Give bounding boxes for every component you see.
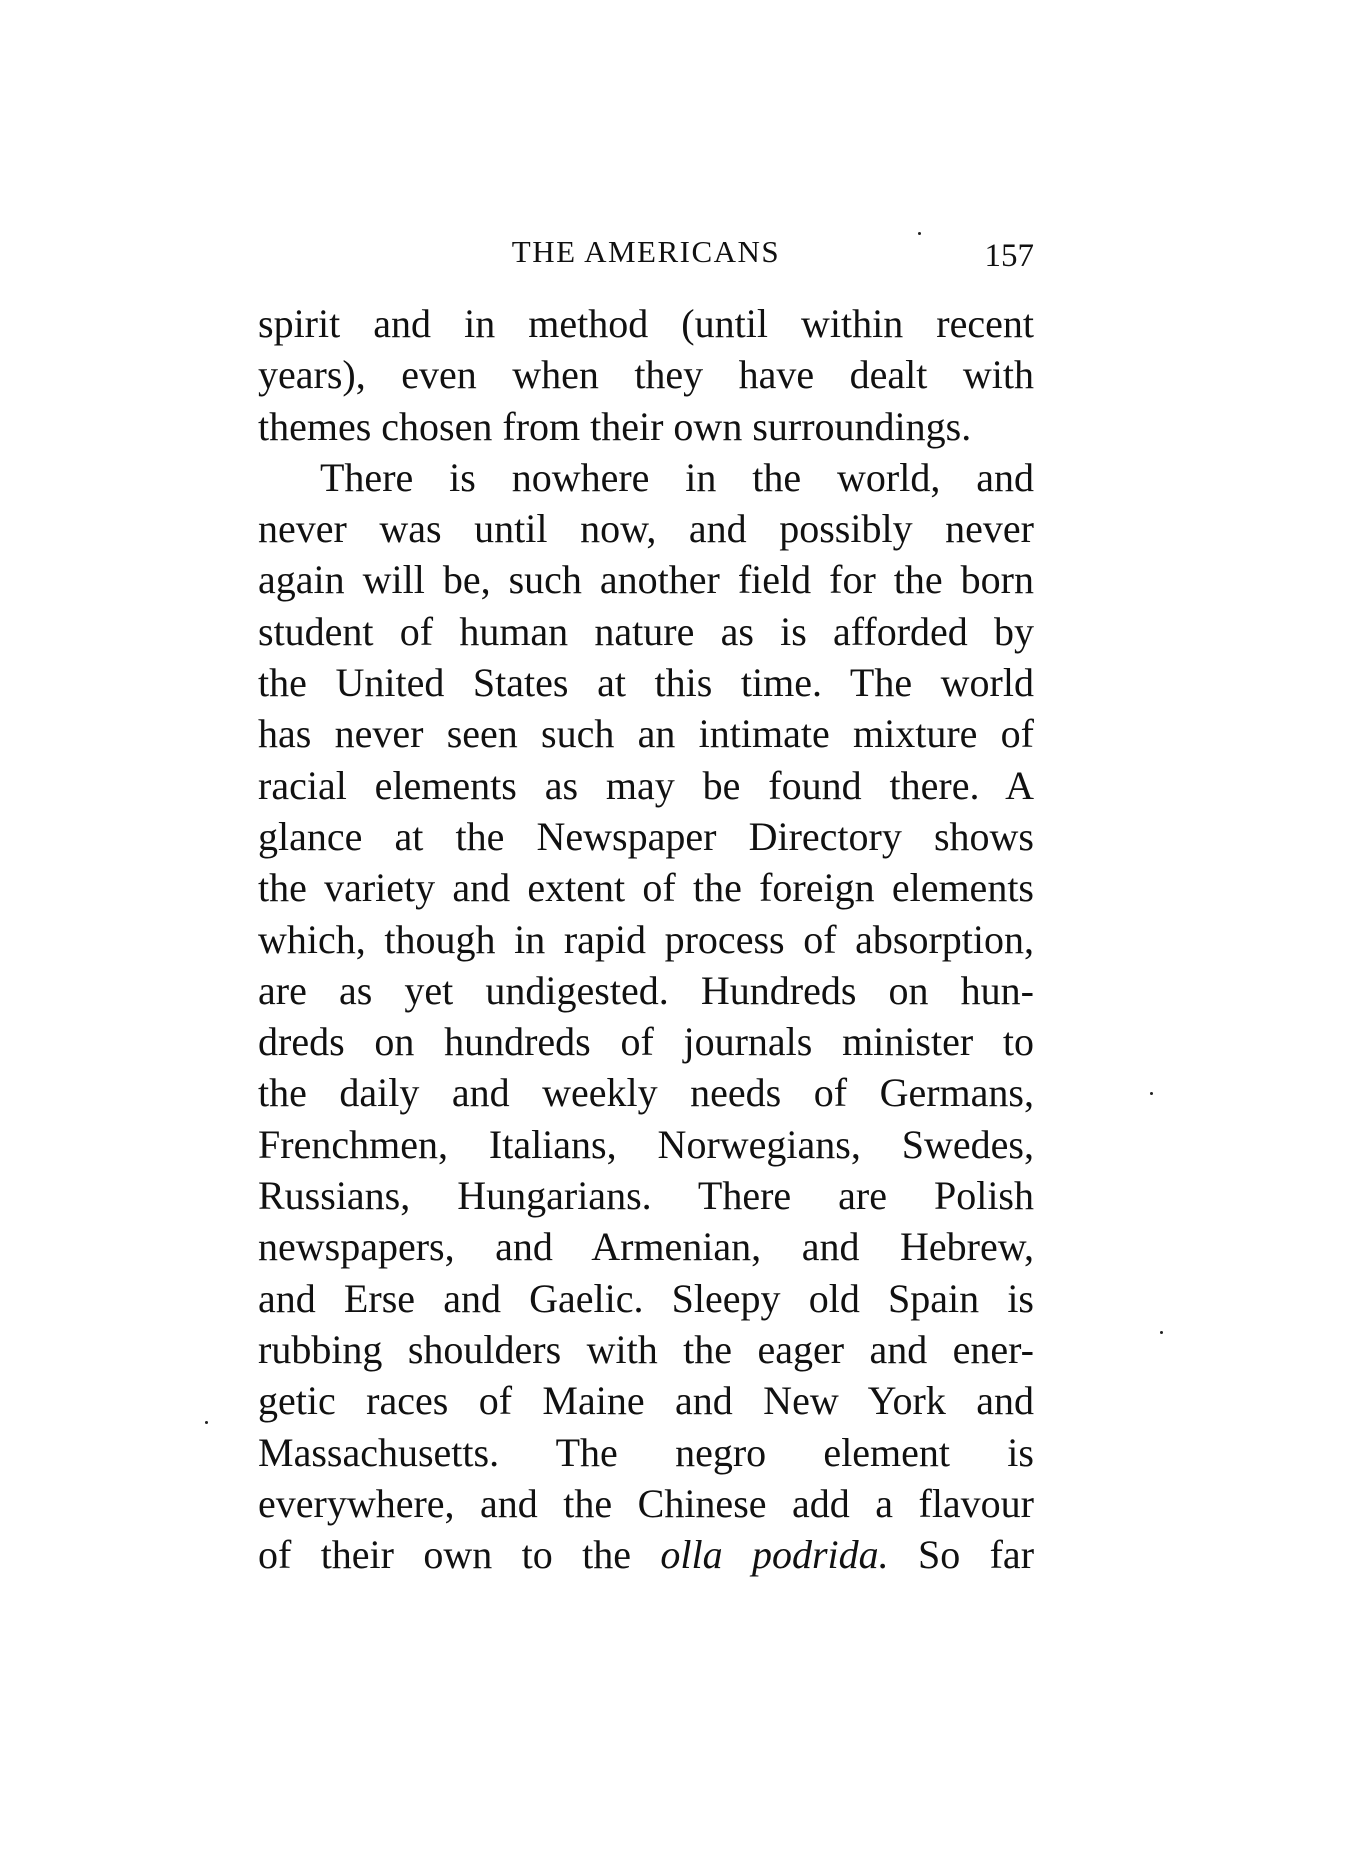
- text-line: everywhere, and the Chinese add a flavour: [258, 1480, 1034, 1526]
- text-line: glance at the Newspaper Directory shows: [258, 813, 1034, 859]
- text-line: Frenchmen, Italians, Norwegians, Swedes,: [258, 1121, 1034, 1167]
- italic-phrase: olla podrida.: [660, 1532, 889, 1578]
- text-line: the daily and weekly needs of Germans,: [258, 1070, 1034, 1116]
- page-number: 157: [984, 238, 1034, 274]
- text-line: the variety and extent of the foreign elements: [258, 865, 1034, 911]
- running-head: [258, 228, 1034, 278]
- text-line: has never seen such an intimate mixture of: [258, 711, 1034, 757]
- final-line-start: of their own to the: [258, 1532, 631, 1578]
- text-line: rubbing shoulders with the eager and ener-: [258, 1326, 1034, 1372]
- text-line: spirit and in method (until within recent: [258, 301, 1034, 346]
- text-line: dreds on hundreds of journals minister to: [258, 1019, 1034, 1065]
- text-line: getic races of Maine and New York and: [258, 1378, 1034, 1424]
- text-line: and Erse and Gaelic. Sleepy old Spain is: [258, 1275, 1034, 1321]
- print-speck: [1150, 1092, 1153, 1095]
- paragraph-first-line: There is nowhere in the world, and: [320, 454, 1034, 500]
- text-line: Massachusetts. The negro element is: [258, 1429, 1034, 1475]
- body-text: [258, 298, 1034, 1580]
- text-line: again will be, such another field for the born: [258, 557, 1034, 603]
- text-line: which, though in rapid process of absorption,: [258, 916, 1034, 962]
- print-speck: [205, 1421, 208, 1424]
- text-line: racial elements as may be found there. A: [258, 762, 1034, 808]
- text-line: student of human nature as is afforded by: [258, 608, 1034, 654]
- text-line: years), even when they have dealt with: [258, 352, 1034, 398]
- text-line: the United States at this time. The world: [258, 660, 1034, 706]
- print-speck: [1160, 1331, 1163, 1334]
- text-line: themes chosen from their own surroundings.: [258, 403, 972, 449]
- final-line-end: So far: [918, 1532, 1035, 1578]
- print-speck: [918, 232, 921, 235]
- final-text-line: [258, 1529, 1034, 1580]
- running-title: THE AMERICANS: [511, 234, 781, 269]
- text-line: newspapers, and Armenian, and Hebrew,: [258, 1224, 1034, 1270]
- text-line: never was until now, and possibly never: [258, 506, 1034, 552]
- text-line: are as yet undigested. Hundreds on hun-: [258, 967, 1034, 1013]
- text-line: Russians, Hungarians. There are Polish: [258, 1173, 1034, 1219]
